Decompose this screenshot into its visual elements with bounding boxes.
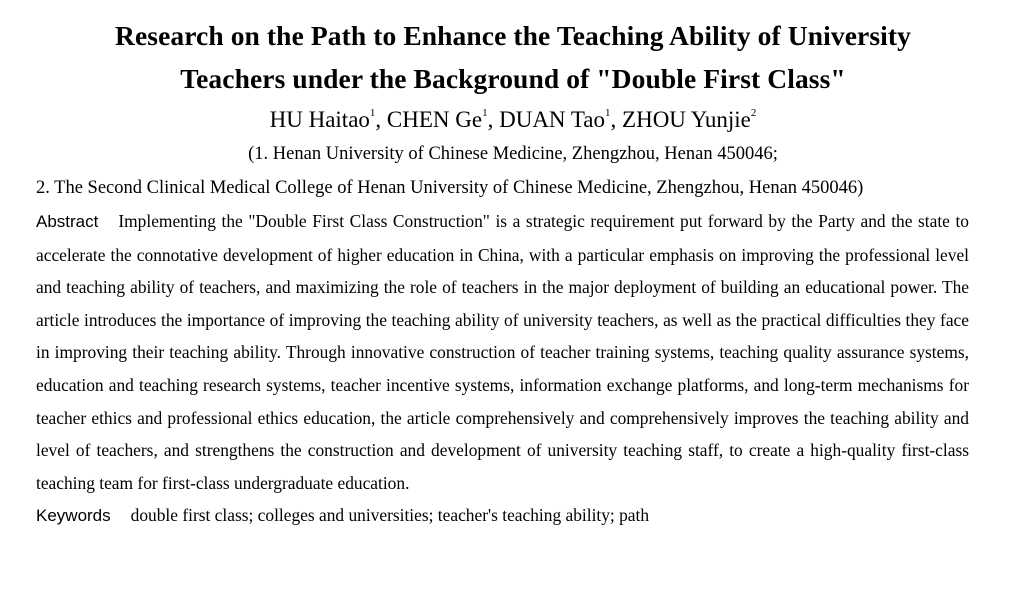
affiliation-line-1: (1. Henan University of Chinese Medicine, Zhengzhou, Henan 450046; bbox=[248, 144, 778, 164]
abstract-paragraph bbox=[36, 205, 969, 499]
author-name: DUAN Tao bbox=[499, 107, 606, 132]
author-list bbox=[36, 103, 968, 137]
author-name: HU Haitao bbox=[269, 107, 370, 132]
keywords-paragraph bbox=[36, 499, 968, 533]
author-separator: , bbox=[487, 107, 500, 132]
keywords-label: Keywords bbox=[36, 506, 111, 526]
author-affiliation-mark: 2 bbox=[750, 107, 757, 119]
title-line-2: Teachers under the Background of "Double First Class" bbox=[180, 63, 846, 94]
keywords-text: double first class; colleges and universities; teacher's teaching ability; path bbox=[130, 505, 650, 526]
abstract-text: Implementing the "Double First Class Construction" is a strategic requirement put forward by the Party and the state to accelerate the connotative development of higher education in China, with a particular emphasis on improving the professional level and teaching ability of teachers, and maximizing the role of teachers in the major deployment of building an educational power. The article introduces the importance of improving the teaching ability of university teachers, as well as the practical difficulties they face in improving their teaching ability. Through innovative construction of teacher training systems, teaching quality assurance systems, education and teaching research systems, teacher incentive systems, information exchange platforms, and long-term mechanisms for teacher ethics and professional ethics education, the article comprehensively and comprehensively improves the teaching ability and level of teachers, and strengthens the construction and development of university teaching staff, to create a high-quality first-class teaching team for first-class undergraduate education. bbox=[36, 211, 969, 493]
paper-title bbox=[36, 14, 968, 100]
author-name: ZHOU Yunjie bbox=[622, 107, 751, 132]
author-affiliation-mark: 1 bbox=[605, 107, 611, 119]
title-line-1: Research on the Path to Enhance the Teaching Ability of University bbox=[115, 20, 911, 51]
author-name: CHEN Ge bbox=[386, 107, 483, 132]
affiliation-line-2: 2. The Second Clinical Medical College of Henan University of Chinese Medicine, Zhengzhou, Henan 450046) bbox=[36, 178, 864, 198]
abstract-label: Abstract bbox=[36, 212, 99, 231]
author-affiliation-mark: 1 bbox=[369, 107, 376, 119]
author-separator: , bbox=[375, 107, 387, 132]
author-separator: , bbox=[610, 107, 623, 132]
author-affiliation-mark: 1 bbox=[482, 107, 488, 119]
